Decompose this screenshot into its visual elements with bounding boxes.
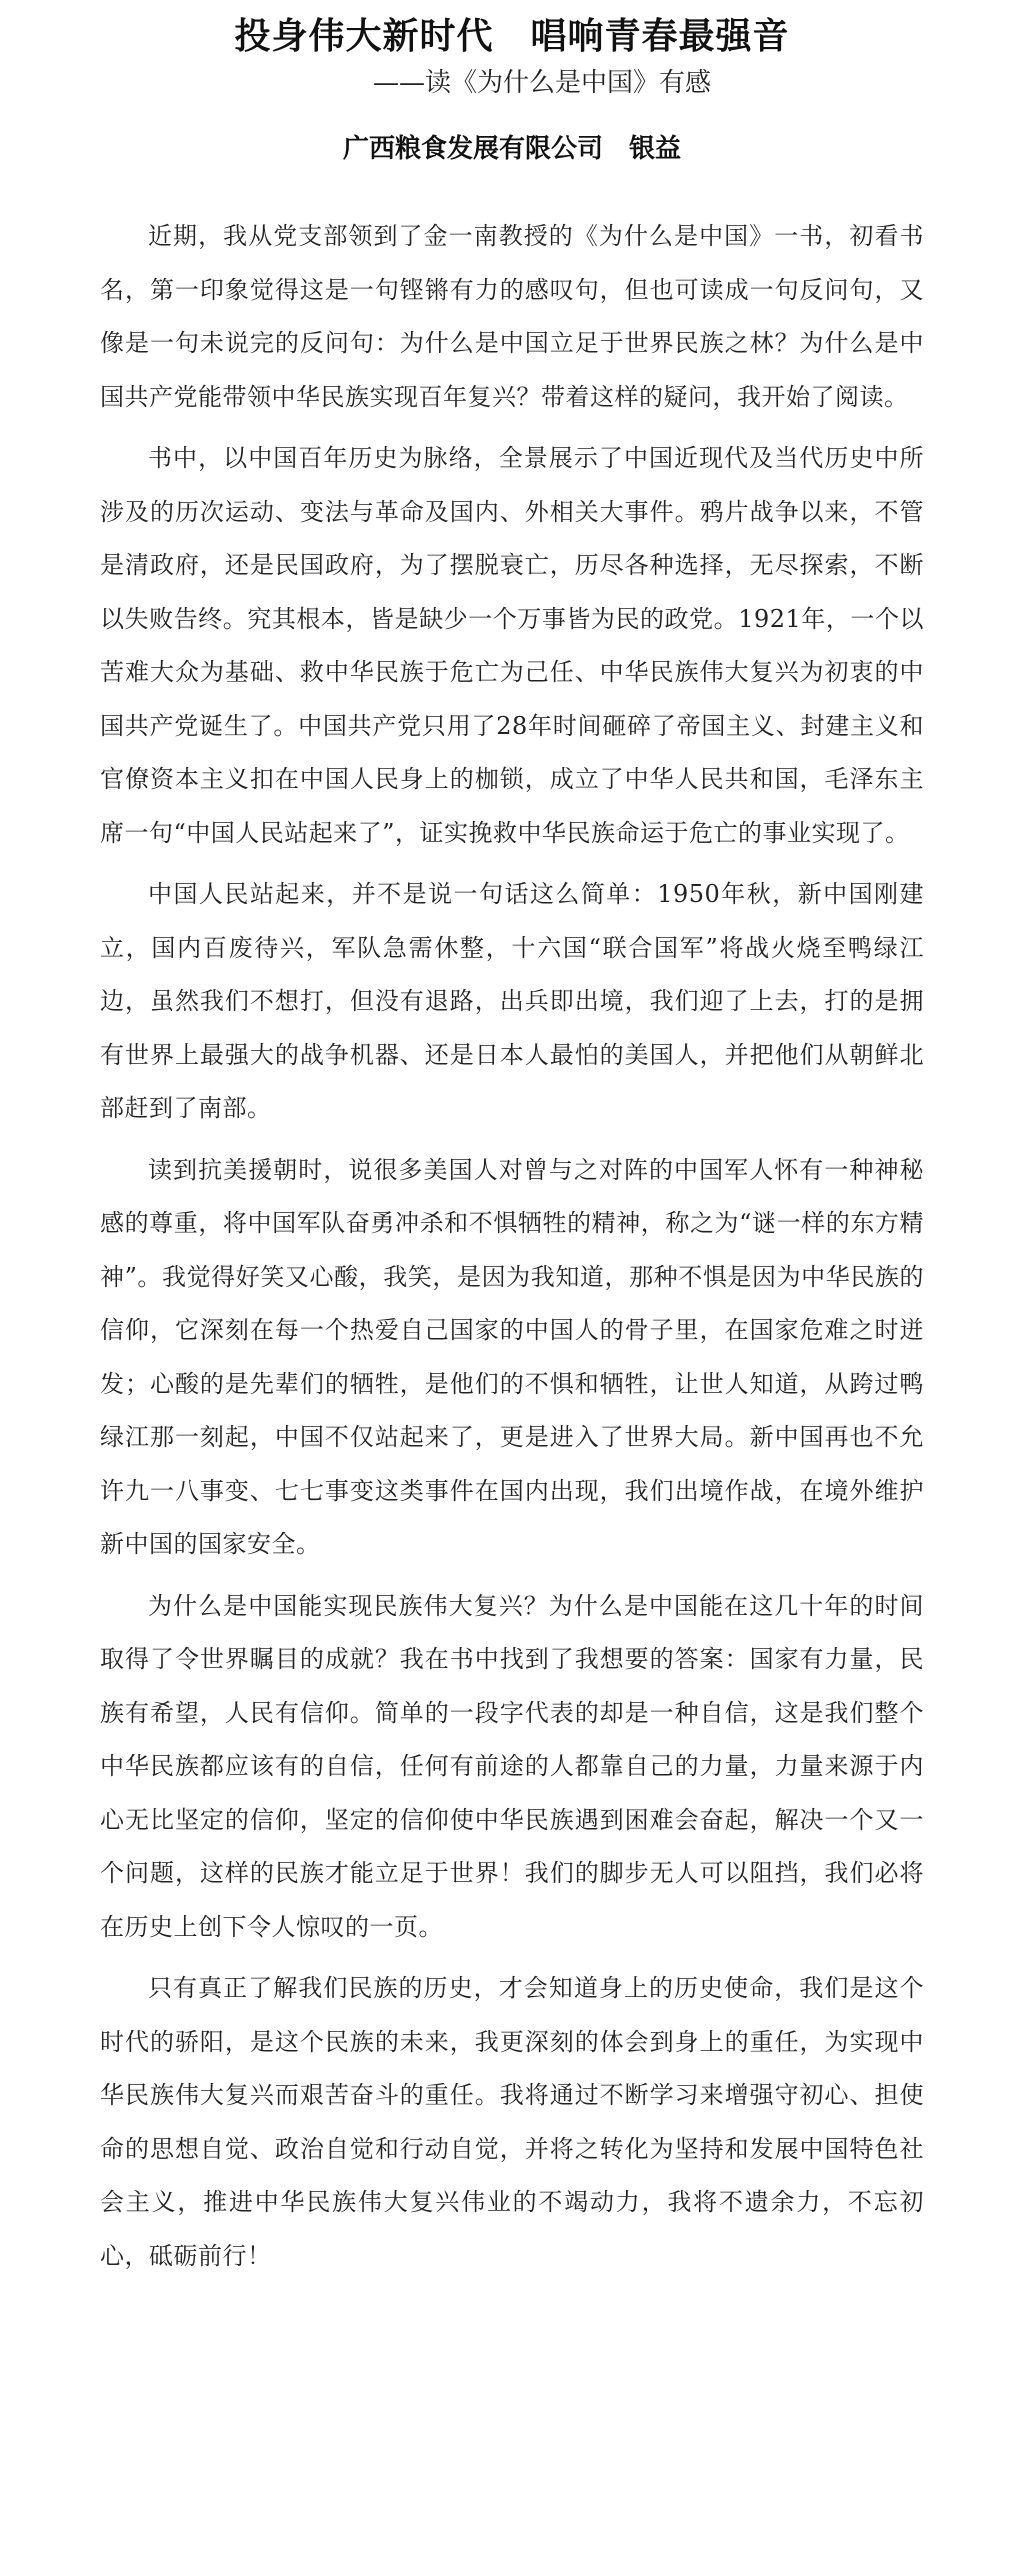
article-body [100, 210, 924, 2283]
paragraph-3: 中国人民站起来，并不是说一句话这么简单：1950年秋，新中国刚建立，国内百废待兴，军队急需休整，十六国“联合国军”将战火烧至鸭绿江边，虽然我们不想打，但没有退路，出兵即出境，我们迎了上去，打的是拥有世界上最强大的战争机器、还是日本人最怕的美国人，并把他们从朝鲜北部赶到了南部。 [100, 880, 924, 1122]
paragraph-6: 只有真正了解我们民族的历史，才会知道身上的历史使命，我们是这个时代的骄阳，是这个民族的未来，我更深刻的体会到身上的重任，为实现中华民族伟大复兴而艰苦奋斗的重任。我将通过不断学习来增强守初心、担使命的思想自觉、政治自觉和行动自觉，并将之转化为坚持和发展中国特色社会主义，推进中华民族伟大复兴伟业的不竭动力，我将不遗余力，不忘初心，砥砺前行！ [100, 1974, 924, 2270]
paragraph-5: 为什么是中国能实现民族伟大复兴？为什么是中国能在这几十年的时间取得了令世界瞩目的成就？我在书中找到了我想要的答案：国家有力量，民族有希望，人民有信仰。简单的一段字代表的却是一种自信，这是我们整个中华民族都应该有的自信，任何有前途的人都靠自己的力量，力量来源于内心无比坚定的信仰，坚定的信仰使中华民族遇到困难会奋起，解决一个又一个问题，这样的民族才能立足于世界！我们的脚步无人可以阻挡，我们必将在历史上创下令人惊叹的一页。 [100, 1591, 924, 1941]
document-header [100, 14, 924, 166]
paragraph-1: 近期，我从党支部领到了金一南教授的《为什么是中国》一书，初看书名，第一印象觉得这是一句铿锵有力的感叹句，但也可读成一句反问句，又像是一句未说完的反问句：为什么是中国立足于世界民族之林？为什么是中国共产党能带领中华民族实现百年复兴？带着这样的疑问，我开始了阅读。 [100, 222, 924, 411]
article-title: 投身伟大新时代 唱响青春最强音 [234, 15, 790, 57]
article-subtitle: ——读《为什么是中国》有感 [372, 68, 711, 98]
paragraph-4: 读到抗美援朝时，说很多美国人对曾与之对阵的中国军人怀有一种神秘感的尊重，将中国军队奋勇冲杀和不惧牺牲的精神，称之为“谜一样的东方精神”。我觉得好笑又心酸，我笑，是因为我知道，那种不惧是因为中华民族的信仰，它深刻在每一个热爱自己国家的中国人的骨子里，在国家危难之时迸发；心酸的是先辈们的牺牲，是他们的不惧和牺牲，让世人知道，从跨过鸭绿江那一刻起，中国不仅站起来了，更是进入了世界大局。新中国再也不允许九一八事变、七七事变这类事件在国内出现，我们出境作战，在境外维护新中国的国家安全。 [100, 1155, 924, 1558]
paragraph-2: 书中，以中国百年历史为脉络，全景展示了中国近现代及当代历史中所涉及的历次运动、变法与革命及国内、外相关大事件。鸦片战争以来，不管是清政府，还是民国政府，为了摆脱衰亡，历尽各种选择，无尽探索，不断以失败告终。究其根本，皆是缺少一个万事皆为民的政党。1921年，一个以苦难大众为基础、救中华民族于危亡为己任、中华民族伟大复兴为初衷的中国共产党诞生了。中国共产党只用了28年时间砸碎了帝国主义、封建主义和官僚资本主义扣在中国人民身上的枷锁，成立了中华人民共和国，毛泽东主席一句“中国人民站起来了”，证实挽救中华民族命运于危亡的事业实现了。 [100, 444, 924, 847]
article-author: 广西粮食发展有限公司 银益 [342, 134, 681, 164]
